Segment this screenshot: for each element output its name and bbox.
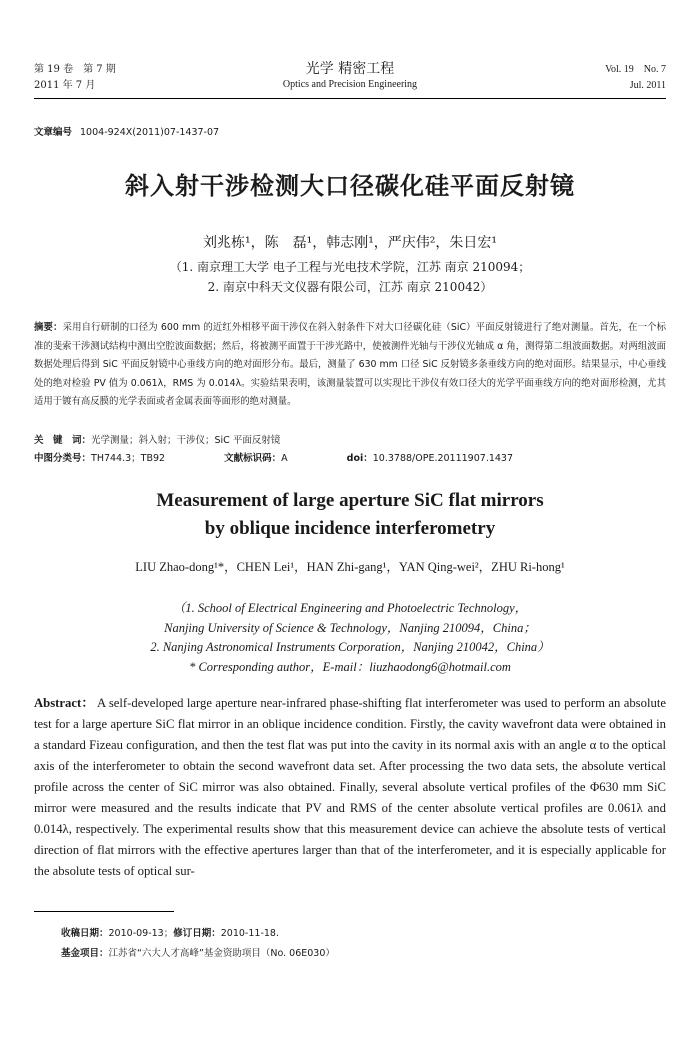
keywords-cn	[34, 432, 666, 446]
volume-issue-en: Vol. 19 No. 7	[605, 64, 666, 75]
received-date: 2010-09-13；	[108, 928, 174, 939]
article-number-label: 文章编号	[34, 127, 73, 138]
doi-label: doi：	[346, 453, 373, 464]
abstract-en-label: Abstract：	[34, 696, 95, 710]
affiliation-cn-2: 2. 南京中科天文仪器有限公司，江苏 南京 210042）	[207, 280, 493, 294]
authors-cn: 刘兆栋¹，陈 磊¹，韩志刚¹，严庆伟²，朱日宏¹	[202, 235, 498, 251]
revised-date: 2010-11-18.	[220, 928, 279, 939]
keywords-cn-label: 关 键 词：	[34, 435, 92, 446]
article-number	[34, 124, 219, 138]
corresponding-author: * Corresponding author，E-mail：liuzhaodong6@hotmail.com	[189, 659, 511, 674]
classification-line	[34, 450, 666, 464]
title-en-line-2: by oblique incidence interferometry	[204, 518, 496, 539]
affiliation-en-1: （1. School of Electrical Engineering and Photoelectric Technology，	[172, 601, 528, 615]
affiliations-en	[0, 599, 700, 677]
fund-label: 基金项目：	[61, 948, 109, 959]
issue-date-en: Jul. 2011	[629, 80, 666, 91]
abstract-en-text: A self-developed large aperture near-infrared phase-shifting flat interferometer was used to perform an absolute test for a large aperture SiC flat mirror in an oblique incidence condition. Firstly, the cavity wavefront data were obtained in a standard Fizeau configuration, and then the test flat was put into the cavity in its normal axis with an angle α to the optical axis of the interferometer to obtain the second wavefront data set. After processing the two data sets, the absolute vertical profile across the center of SiC mirror was also obtained. Finally, several absolute vertical profiles of the Φ630 mm SiC mirror were measured and the results indicate that PV and RMS of the center absolute vertical profiles are 0.061λ and 0.014λ, respectively. The experimental results show that this measurement device can achieve the absolute tests of vertical direction of flat mirrors with the effective apertures larger than that of the interferometer, and it is especially applicable for the absolute tests of optical sur-	[34, 696, 666, 878]
affiliation-en-2: Nanjing University of Science & Technology，Nanjing 210094，China；	[164, 620, 536, 635]
journal-name-en: Optics and Precision Engineering	[282, 79, 418, 90]
fund-text: 江苏省“六大人才高峰”基金资助项目（No. 06E030）	[108, 948, 335, 959]
header-rule	[34, 98, 666, 99]
volume-issue-header-en	[605, 62, 666, 94]
volume-issue: 第 19 卷 第 7 期	[34, 64, 116, 75]
authors-en: LIU Zhao-dong¹*，CHEN Lei¹，HAN Zhi-gang¹，YAN Qing-wei²，ZHU Ri-hong¹	[135, 560, 565, 574]
issue-date: 2011 年 7 月	[34, 80, 96, 91]
abstract-en	[34, 693, 666, 882]
footnote-rule	[34, 911, 174, 912]
clc-value: TH744.3；TB92	[91, 453, 166, 464]
journal-name-header	[0, 60, 700, 92]
article-number-value: 1004-924X(2011)07-1437-07	[80, 127, 220, 138]
abstract-cn	[34, 319, 666, 412]
title-en	[0, 487, 700, 543]
title-en-line-1: Measurement of large aperture SiC flat mirrors	[156, 490, 544, 511]
abstract-cn-label: 摘要：	[34, 322, 63, 333]
revised-label: 修订日期：	[173, 928, 221, 939]
doc-code-value: A	[281, 453, 288, 464]
received-label: 收稿日期：	[61, 928, 109, 939]
doc-code-label: 文献标识码：	[224, 453, 282, 464]
fund-footnote	[61, 945, 335, 959]
doi-value: 10.3788/OPE.20111907.1437	[372, 453, 514, 464]
keywords-cn-text: 光学测量；斜入射；干涉仪；SiC 平面反射镜	[91, 435, 281, 446]
affiliation-en-3: 2. Nanjing Astronomical Instruments Corporation，Nanjing 210042，China）	[150, 640, 550, 654]
journal-name-cn: 光学 精密工程	[305, 61, 395, 77]
clc-label: 中图分类号：	[34, 453, 92, 464]
affiliation-cn-1: （1. 南京理工大学 电子工程与光电技术学院，江苏 南京 210094；	[169, 260, 531, 274]
dates-footnote	[61, 925, 279, 939]
abstract-cn-text: 采用自行研制的口径为 600 mm 的近红外相移平面干涉仪在斜入射条件下对大口径碳化硅（SiC）平面反射镜进行了绝对测量。首先，在一个标准的斐索干涉测试结构中测出空腔波面数据；然后，将被测平面置于干涉光路中，使被测件光轴与干涉仪光轴成 α 角，测得第二组波面数据。对两组波面数据处理后得到 SiC 平面反射镜中心垂线方向的绝对面形分布。最后，测量了 630 mm 口径 SiC 反射镜多条垂线方向的绝对面形。结果显示，中心垂线处的绝对检验 PV 值为 0.061λ，RMS 为 0.014λ。实验结果表明，该测量装置可以实现比干涉仪有效口径大的光学平面垂线方向的绝对面形检测，尤其适用于镀有高反膜的光学表面或者金属表面等面形的绝对测量。	[34, 322, 666, 408]
title-cn: 斜入射干涉检测大口径碳化硅平面反射镜	[125, 172, 575, 200]
